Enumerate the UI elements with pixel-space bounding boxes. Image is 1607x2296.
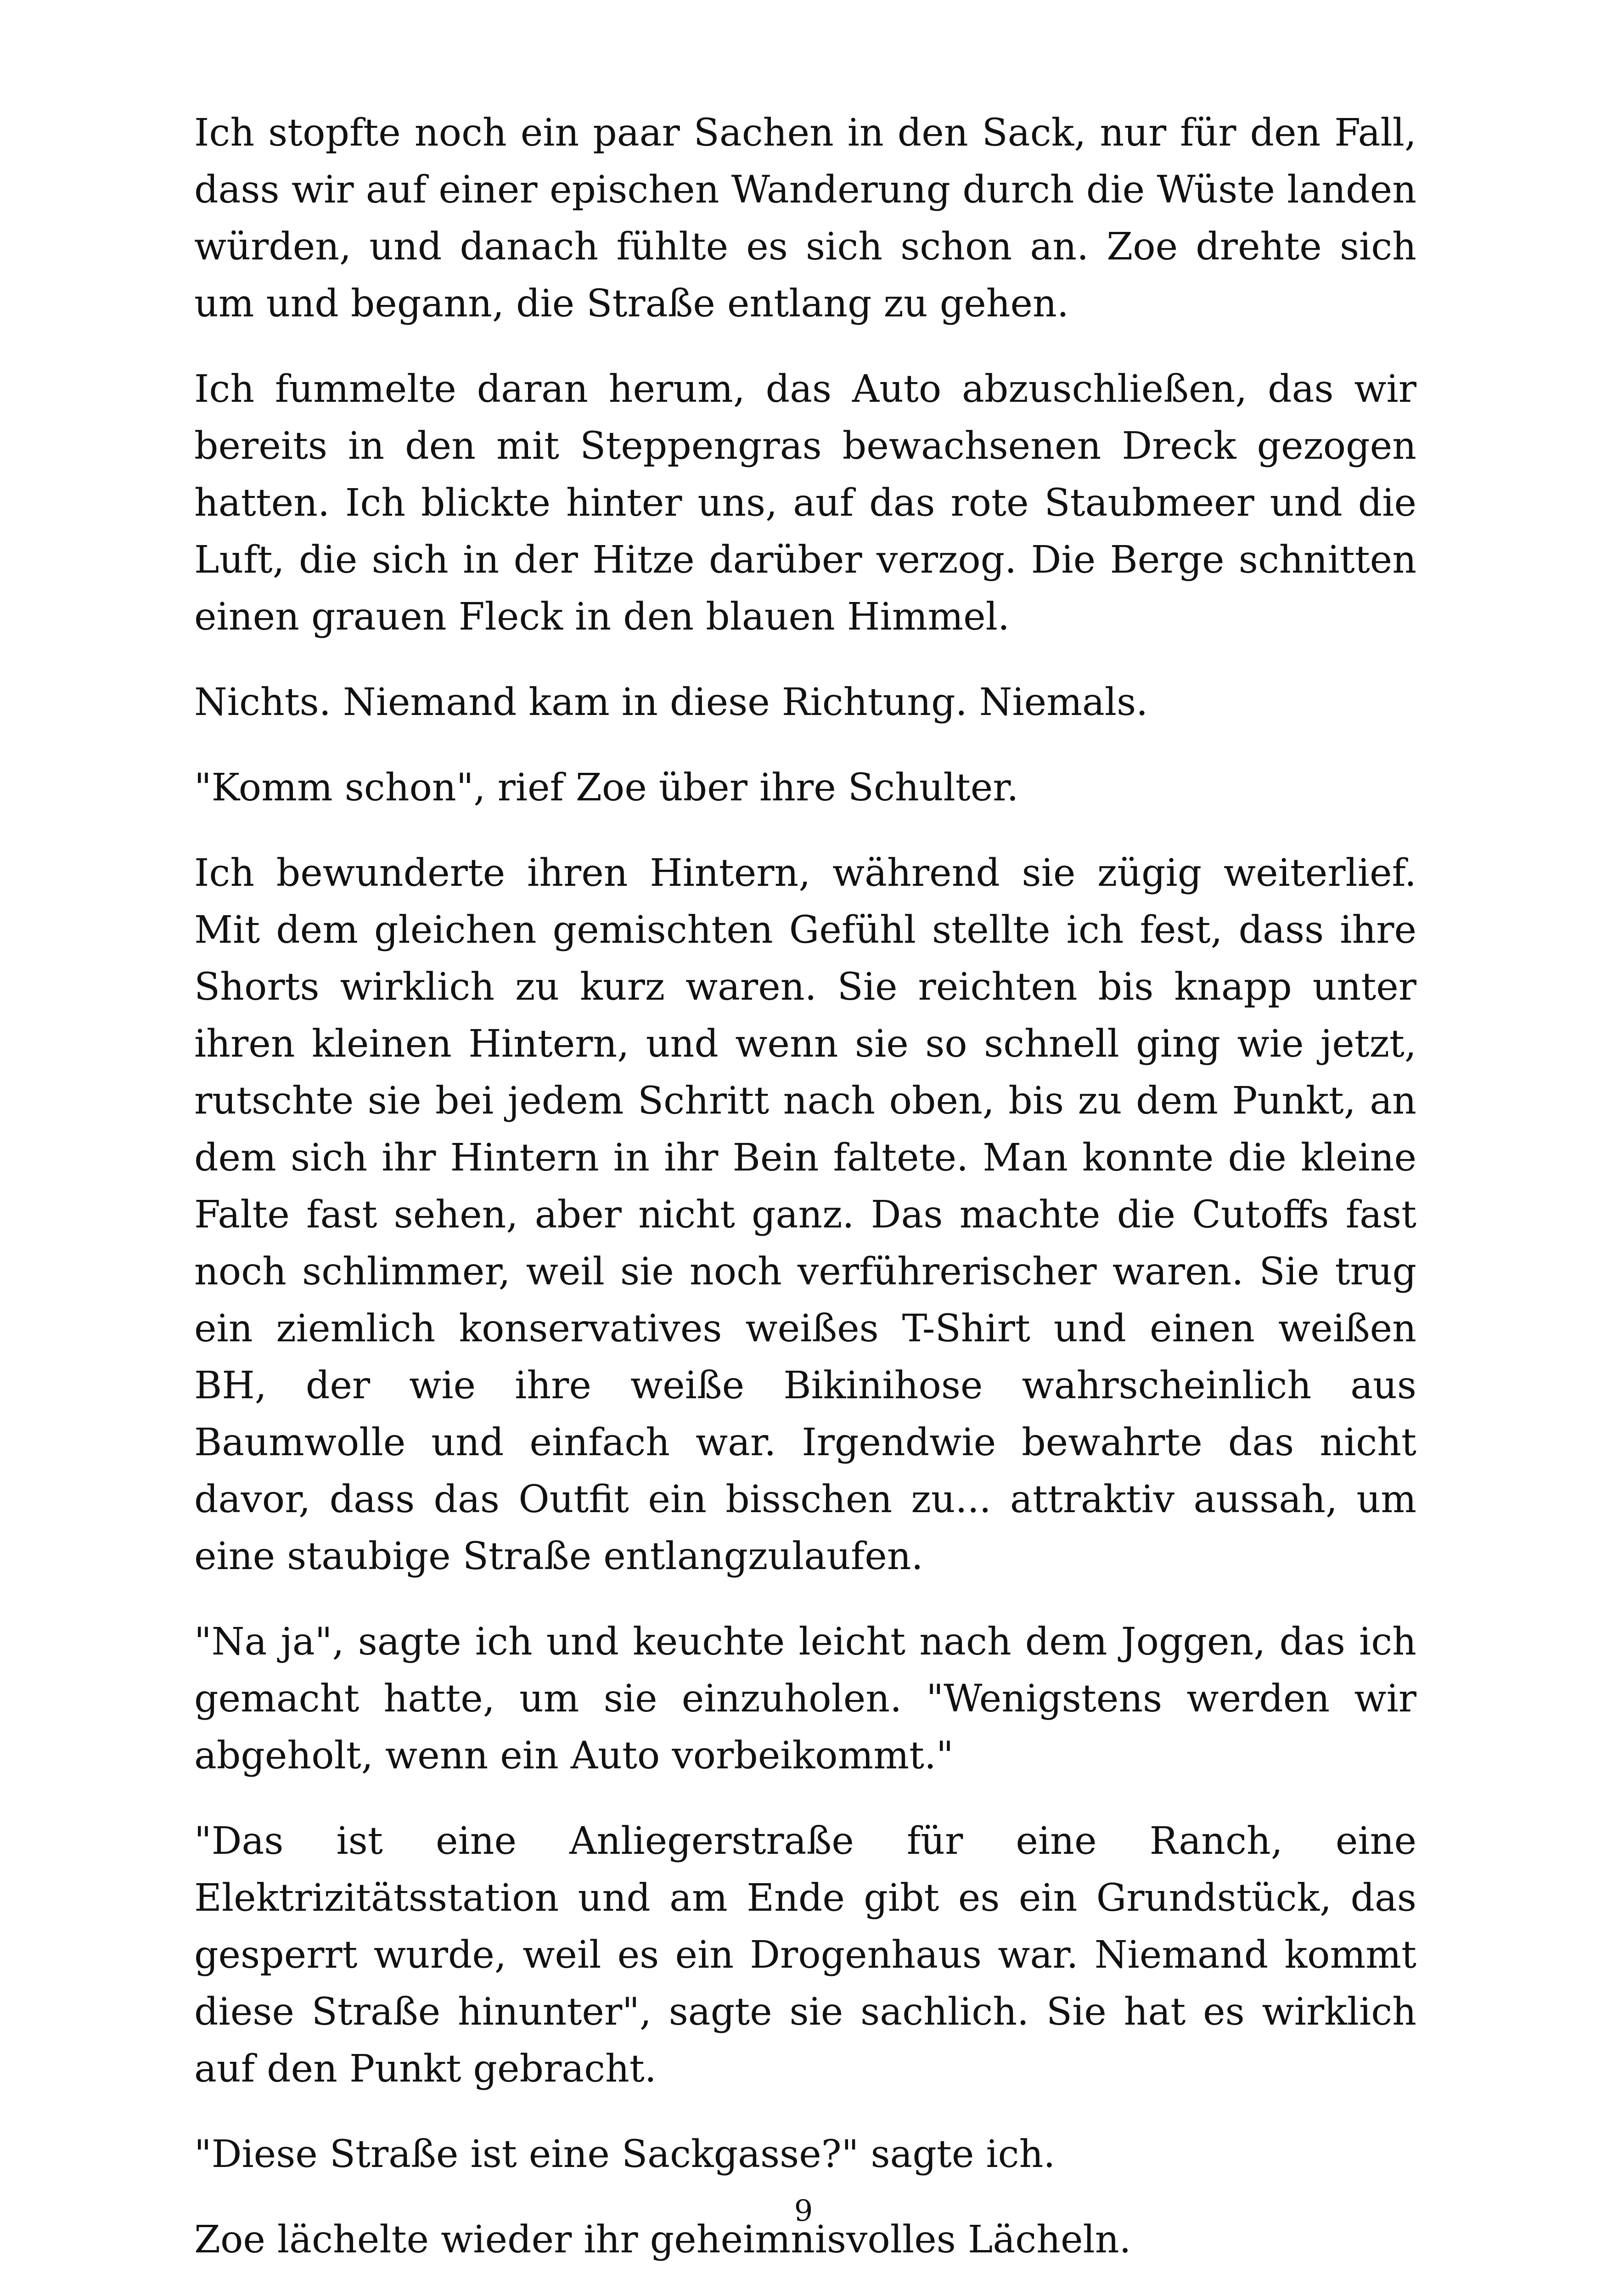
paragraph-2: Ich fummelte daran herum, das Auto abzuschließen, das wir bereits in den mit Steppengras bewachsenen Dreck gezogen hatten. Ich blickte hinter uns, auf das rote Staubmeer und die Luft, die sich in der Hitze darüber verzog. Die Berge schnitten einen grauen Fleck in den blauen Himmel. (194, 367, 1416, 639)
paragraph-1: Ich stopfte noch ein paar Sachen in den Sack, nur für den Fall, dass wir auf einer epischen Wanderung durch die Wüste landen würden, und danach fühlte es sich schon an. Zoe drehte sich um und begann, die Straße entlang zu gehen. (194, 111, 1416, 326)
paragraph-3: Nichts. Niemand kam in diese Richtung. Niemals. (194, 681, 1148, 724)
paragraph-6: "Na ja", sagte ich und keuchte leicht nach dem Joggen, das ich gemacht hatte, um sie einzuholen. "Wenigstens werden wir abgeholt, wenn ein Auto vorbeikommt." (194, 1620, 1416, 1778)
page-number: 9 (794, 2194, 813, 2228)
paragraph-9: Zoe lächelte wieder ihr geheimnisvolles Lächeln. (194, 2218, 1131, 2262)
paragraph-4: "Komm schon", rief Zoe über ihre Schulter. (194, 766, 1019, 810)
paragraph-8: "Diese Straße ist eine Sackgasse?" sagte ich. (194, 2133, 1056, 2176)
paragraph-5: Ich bewunderte ihren Hintern, während sie zügig weiterlief. Mit dem gleichen gemischten Gefühl stellte ich fest, dass ihre Shorts wirklich zu kurz waren. Sie reichten bis knapp unter ihren kleinen Hintern, und wenn sie so schnell ging wie jetzt, rutschte sie bei jedem Schritt nach oben, bis zu dem Punkt, an dem sich ihr Hintern in ihr Bein faltete. Man konnte die kleine Falte fast sehen, aber nicht ganz. Das machte die Cutoffs fast noch schlimmer, weil sie noch verführerischer waren. Sie trug ein ziemlich konservatives weißes T-Shirt und einen weißen BH, der wie ihre weiße Bikinihose wahrscheinlich aus Baumwolle und einfach war. Irgendwie bewahrte das nicht davor, dass das Outfit ein bisschen zu... attraktiv aussah, um eine staubige Straße entlangzulaufen. (194, 851, 1416, 1578)
body-text (194, 105, 1416, 2296)
paragraph-7: "Das ist eine Anliegerstraße für eine Ranch, eine Elektrizitätsstation und am Ende gibt es ein Grundstück, das gesperrt wurde, weil es ein Drogenhaus war. Niemand kommt diese Straße hinunter", sagte sie sachlich. Sie hat es wirklich auf den Punkt gebracht. (194, 1819, 1416, 2091)
